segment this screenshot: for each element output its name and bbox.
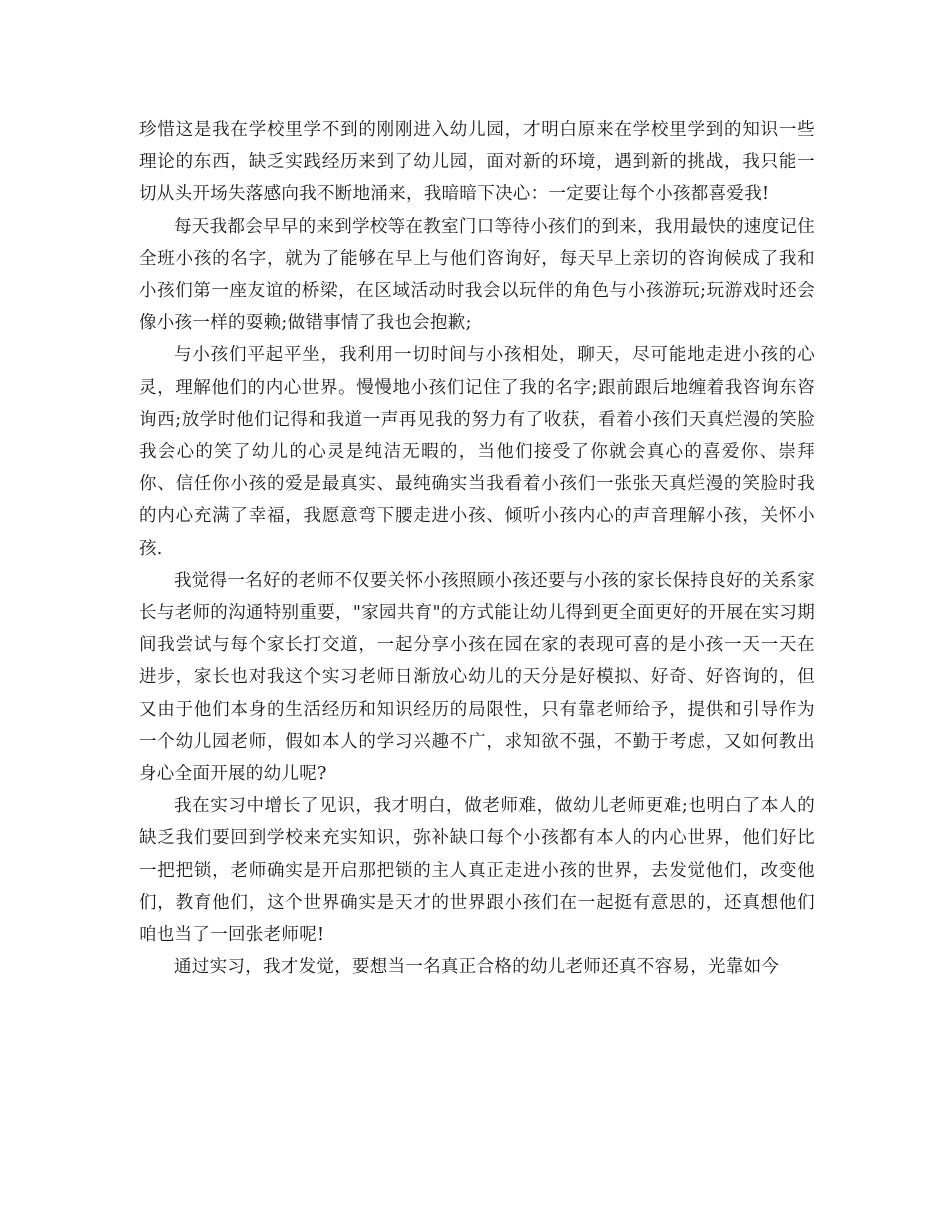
- paragraph-6: 通过实习，我才发觉，要想当一名真正合格的幼儿老师还真不容易，光靠如今: [174, 957, 780, 978]
- paragraph-3: 与小孩们平起平坐，我利用一切时间与小孩相处，聊天，尽可能地走进小孩的心灵，理解他们的内心世界。慢慢地小孩们记住了我的名字;跟前跟后地缠着我咨询东咨询西;放学时他们记得和我道一声再见我的努力有了收获，看着小孩们天真烂漫的笑脸我会心的笑了幼儿的心灵是纯洁无暇的，当他们接受了你就会真心的喜爱你、崇拜你、信任你小孩的爱是最真实、最纯确实当我看着小孩们一张张天真烂漫的笑脸时我的内心充满了幸福，我愿意弯下腰走进小孩、倾听小孩内心的声音理解小孩，关怀小孩.: [139, 345, 815, 559]
- paragraph-5: 我在实习中增长了见识，我才明白，做老师难，做幼儿老师更难;也明白了本人的缺乏我们要回到学校来充实知识，弥补缺口每个小孩都有本人的内心世界，他们好比一把把锁，老师确实是开启那把锁的主人真正走进小孩的世界，去发觉他们，改变他们，教育他们，这个世界确实是天才的世界跟小孩们在一起挺有意思的，还真想他们咱也当了一回张老师呢!: [139, 796, 815, 946]
- paragraph-1: 珍惜这是我在学校里学不到的刚刚进入幼儿园，才明白原来在学校里学到的知识一些理论的东西，缺乏实践经历来到了幼儿园，面对新的环境，遇到新的挑战，我只能一切从头开场失落感向我不断地涌来，我暗暗下决心：一定要让每个小孩都喜爱我!: [139, 120, 815, 205]
- paragraph-4: 我觉得一名好的老师不仅要关怀小孩照顾小孩还要与小孩的家长保持良好的关系家长与老师的沟通特别重要，"家园共育"的方式能让幼儿得到更全面更好的开展在实习期间我尝试与每个家长打交道，一起分享小孩在园在家的表现可喜的是小孩一天一天在进步，家长也对我这个实习老师日渐放心幼儿的天分是好模拟、好奇、好咨询的，但又由于他们本身的生活经历和知识经历的局限性，只有靠老师给予，提供和引导作为一个幼儿园老师，假如本人的学习兴趣不广，求知欲不强，不勤于考虑，又如何教出身心全面开展的幼儿呢?: [139, 570, 815, 785]
- document-body: [139, 114, 815, 983]
- paragraph-2: 每天我都会早早的来到学校等在教室门口等待小孩们的到来，我用最快的速度记住全班小孩的名字，就为了能够在早上与他们咨询好，每天早上亲切的咨询候成了我和小孩们第一座友谊的桥梁，在区域活动时我会以玩伴的角色与小孩游玩;玩游戏时还会像小孩一样的耍赖;做错事情了我也会抱歉;: [139, 216, 815, 334]
